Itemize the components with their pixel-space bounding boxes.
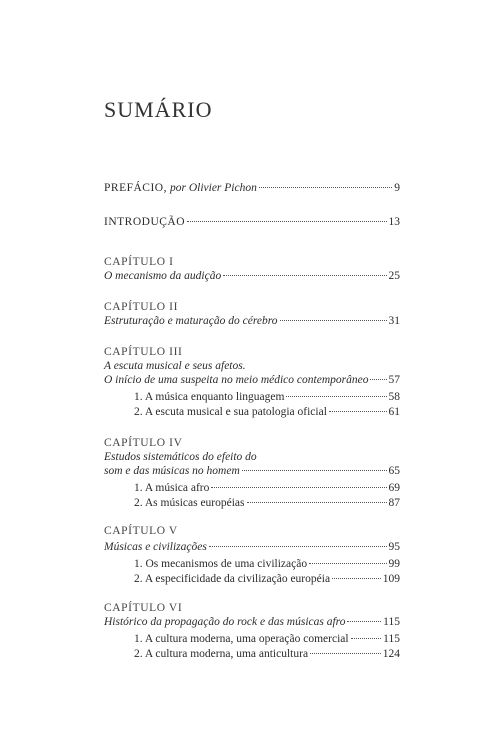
entry-page: 13 — [388, 216, 400, 228]
leader-dots — [332, 578, 381, 579]
entry-title-line: Estudos sistemáticos do efeito do — [104, 451, 257, 463]
subentry-label: 1. A música afro — [134, 482, 210, 494]
leader-dots — [242, 470, 387, 471]
entry-page: 109 — [382, 573, 400, 585]
entry-title: som e das músicas no homem — [104, 465, 240, 477]
toc-subentry[interactable] — [134, 405, 400, 419]
toc-subentry[interactable] — [134, 557, 400, 571]
entry-title: Histórico da propagação do rock e das músicas afro — [104, 616, 346, 628]
chapter-heading: CAPÍTULO II — [104, 301, 178, 313]
leader-dots — [309, 563, 386, 564]
entry-title: O início de uma suspeita no meio médico contemporâneo — [104, 374, 369, 386]
leader-dots — [209, 546, 387, 547]
leader-dots — [211, 487, 386, 488]
toc-subentry[interactable] — [134, 390, 400, 404]
toc-entry-cap5[interactable] — [104, 540, 400, 554]
leader-dots — [223, 275, 386, 276]
leader-dots — [259, 187, 392, 188]
toc-entry-cap3[interactable] — [104, 373, 400, 387]
subentry-label: 2. A escuta musical e sua patologia oficial — [134, 406, 327, 418]
entry-page: 9 — [394, 182, 400, 194]
entry-page: 95 — [388, 541, 400, 553]
subentry-label: 2. A especificidade da civilização européia — [134, 573, 331, 585]
leader-dots — [329, 411, 387, 412]
toc-entry-cap1[interactable] — [104, 269, 400, 283]
toc-entry-introducao[interactable] — [104, 215, 400, 229]
toc-entry-prefacio[interactable] — [104, 181, 400, 195]
entry-page: 87 — [388, 497, 400, 509]
entry-title: O mecanismo da audição — [104, 270, 222, 282]
subentry-label: 1. A música enquanto linguagem — [134, 391, 285, 403]
leader-dots — [370, 379, 386, 380]
entry-page: 25 — [388, 270, 400, 282]
entry-page: 124 — [382, 648, 400, 660]
entry-page: 69 — [388, 482, 400, 494]
entry-label: INTRODUÇÃO — [104, 216, 186, 228]
entry-page: 99 — [388, 558, 400, 570]
entry-page: 31 — [388, 315, 400, 327]
entry-page: 61 — [388, 406, 400, 418]
page-title: SUMÁRIO — [104, 97, 213, 122]
entry-title: Estruturação e maturação do cérebro — [104, 315, 278, 327]
chapter-heading: CAPÍTULO VI — [104, 602, 183, 614]
subentry-label: 1. Os mecanismos de uma civilização — [134, 558, 308, 570]
entry-label: PREFÁCIO, — [104, 182, 167, 194]
chapter-heading: CAPÍTULO I — [104, 256, 174, 268]
toc-subentry[interactable] — [134, 496, 400, 510]
subentry-label: 1. A cultura moderna, uma operação comercial — [134, 633, 349, 645]
entry-page: 65 — [388, 465, 400, 477]
entry-page: 115 — [383, 633, 400, 645]
entry-page: 57 — [388, 374, 400, 386]
toc-subentry[interactable] — [134, 481, 400, 495]
leader-dots — [187, 221, 386, 222]
chapter-heading: CAPÍTULO III — [104, 346, 183, 358]
toc-subentry[interactable] — [134, 632, 400, 646]
leader-dots — [280, 320, 387, 321]
entry-author: por Olivier Pichon — [169, 182, 257, 194]
entry-title-line: A escuta musical e seus afetos. — [104, 360, 246, 372]
toc-subentry[interactable] — [134, 572, 400, 586]
entry-title: Músicas e civilizações — [104, 541, 207, 553]
leader-dots — [351, 638, 382, 639]
chapter-heading: CAPÍTULO V — [104, 525, 178, 537]
leader-dots — [310, 653, 381, 654]
subentry-label: 2. As músicas européias — [134, 497, 245, 509]
chapter-heading: CAPÍTULO IV — [104, 437, 183, 449]
leader-dots — [247, 502, 387, 503]
leader-dots — [286, 396, 386, 397]
toc-entry-cap2[interactable] — [104, 314, 400, 328]
toc-entry-cap4[interactable] — [104, 464, 400, 478]
subentry-label: 2. A cultura moderna, uma anticultura — [134, 648, 309, 660]
toc-subentry[interactable] — [134, 647, 400, 661]
entry-page: 115 — [383, 616, 400, 628]
toc-entry-cap6[interactable] — [104, 615, 400, 629]
leader-dots — [347, 621, 381, 622]
entry-page: 58 — [388, 391, 400, 403]
